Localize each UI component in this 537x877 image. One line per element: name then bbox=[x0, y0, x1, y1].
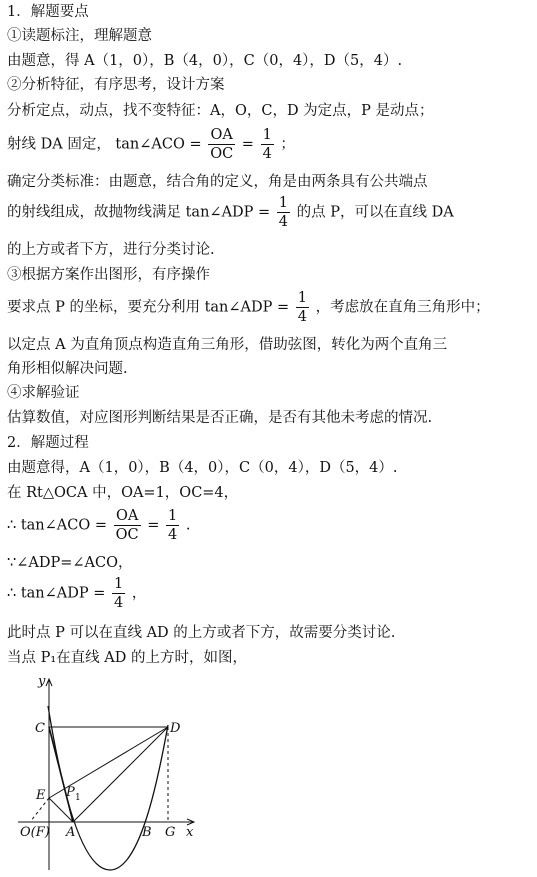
geometry-figure bbox=[0, 670, 230, 875]
fraction-numerator: 1 bbox=[114, 576, 124, 592]
label-c: C bbox=[35, 721, 45, 736]
fraction-one-quarter bbox=[277, 194, 290, 231]
text-line: 确定分类标准：由题意，结合角的定义，角是由两条具有公共端点 bbox=[7, 174, 428, 190]
label-p: P bbox=[66, 785, 75, 800]
text-line-tan-aco: 射线 DA 固定， tan∠ACO = $\frac{OA}{OC}$ = $\frac{1}{4}$ ； bbox=[7, 127, 295, 162]
fraction-one-quarter bbox=[296, 289, 309, 326]
step-verify: ④求解验证 bbox=[7, 385, 80, 401]
text-fragment: 射线 DA 固定， tan∠ACO = bbox=[7, 136, 202, 153]
label-e: E bbox=[36, 788, 46, 803]
fraction-denominator: OC bbox=[115, 527, 139, 543]
text-line-tan-adp bbox=[7, 194, 454, 231]
fraction-numerator: 1 bbox=[262, 127, 272, 143]
fraction-denominator: 4 bbox=[114, 595, 124, 611]
text-line: 估算数值，对应图形判断结果是否正确，是否有其他未考虑的情况. bbox=[7, 410, 433, 426]
text-fragment: 的射线组成，故抛物线满足 tan∠ADP = bbox=[7, 204, 271, 221]
step-draw-figure: ③根据方案作出图形，有序操作 bbox=[7, 267, 210, 283]
text-fragment: 要求点 P 的坐标，要充分利用 tan∠ADP = bbox=[7, 299, 290, 316]
section-heading-process: 2．解题过程 bbox=[7, 435, 89, 451]
fraction-denominator: 4 bbox=[262, 146, 272, 162]
fraction-numerator: 1 bbox=[278, 195, 289, 211]
text-line: 以定点 A 为直角顶点构造直角三角形，借助弦图，转化为两个直角三 bbox=[7, 337, 448, 353]
text-line: ∵∠ADP=∠ACO， bbox=[7, 555, 133, 571]
label-x: x bbox=[186, 825, 194, 840]
text-fragment: ； bbox=[280, 136, 295, 153]
text-line: 此时点 P 可以在直线 AD 的上方或者下方，故需要分类讨论. bbox=[7, 625, 396, 641]
text-fragment: ，考虑放在直角三角形中； bbox=[315, 299, 490, 316]
label-a: A bbox=[66, 825, 76, 840]
fraction-denominator: 4 bbox=[297, 309, 307, 325]
fraction-one-quarter bbox=[112, 575, 125, 612]
text-line: 由题意得，A（1，0），B（4，0），C（0，4），D（5，4）. bbox=[7, 460, 398, 476]
label-p-subscript: 1 bbox=[75, 793, 81, 803]
text-line-tan-aco: ∴ tan∠ACO = $\frac{OA}{OC}$ = $\frac{1}{4}$ . bbox=[7, 508, 191, 543]
fraction-oa-oc bbox=[208, 126, 235, 163]
text-line: 的上方或者下方，进行分类讨论. bbox=[7, 242, 215, 258]
label-g: G bbox=[165, 825, 176, 840]
text-line-tan-adp bbox=[7, 575, 146, 612]
line-c-a bbox=[49, 727, 73, 822]
label-o-f: O(F) bbox=[20, 825, 50, 840]
fraction-numerator: OA bbox=[208, 126, 235, 145]
text-line: 由题意，得 A（1，0），B（4，0），C（0，4），D（5，4）. bbox=[7, 53, 403, 69]
text-fragment: ∴ tan∠ADP = bbox=[7, 585, 106, 602]
text-line: 当点 P₁在直线 AD 的上方时，如图， bbox=[7, 650, 247, 666]
text-line: 在 Rt△OCA 中，OA=1，OC=4， bbox=[7, 485, 239, 501]
text-line: 角形相似解决问题. bbox=[7, 361, 128, 377]
step-analyze: ②分析特征，有序思考，设计方案 bbox=[7, 77, 225, 93]
label-b: B bbox=[142, 825, 152, 840]
text-line: 分析定点，动点，找不变特征：A，O，C，D 为定点，P 是动点； bbox=[7, 103, 434, 119]
fraction-one-quarter bbox=[166, 507, 179, 544]
step-read-problem: ①读题标注，理解题意 bbox=[7, 28, 152, 44]
text-fragment: . bbox=[185, 517, 191, 534]
line-a-d bbox=[73, 727, 168, 822]
section-heading-key-points: 1．解题要点 bbox=[7, 4, 89, 20]
fraction-numerator: 1 bbox=[167, 508, 178, 524]
text-fragment: 的点 P，可以在直线 DA bbox=[296, 204, 454, 221]
text-fragment: ∴ tan∠ACO = bbox=[7, 517, 108, 534]
label-d: D bbox=[170, 721, 181, 736]
fraction-one-quarter bbox=[261, 126, 274, 163]
fraction-denominator: 4 bbox=[278, 214, 289, 230]
text-line-tan-adp bbox=[7, 289, 490, 326]
fraction-oa-oc bbox=[114, 507, 141, 544]
text-fragment: ， bbox=[131, 585, 147, 602]
fraction-denominator: 4 bbox=[167, 527, 178, 543]
fraction-numerator: OA bbox=[114, 507, 141, 526]
label-y: y bbox=[38, 674, 46, 689]
fraction-denominator: OC bbox=[210, 146, 234, 162]
fraction-numerator: 1 bbox=[297, 290, 307, 306]
